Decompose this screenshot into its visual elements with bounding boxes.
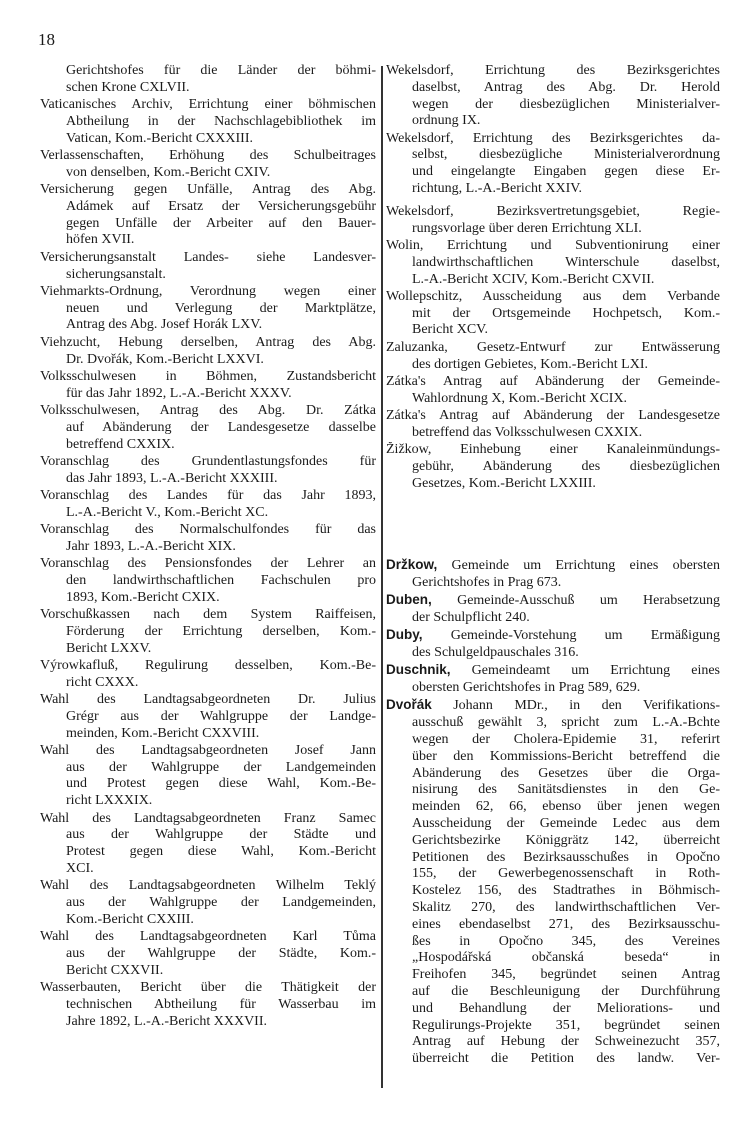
entry-line: Voranschlag des Landes für das Jahr 1893, xyxy=(40,487,376,503)
entry-line: Wahl des Landtagsabgeordneten Wilhelm Teklý xyxy=(40,878,376,894)
entry-text: Johann MDr., in den Verifikations- xyxy=(453,698,720,714)
entry-text: Gemeinde-Ausschuß um Herabsetzung xyxy=(457,593,720,609)
entry-line: Adámek auf Ersatz der Versicherungsgebühr xyxy=(66,198,376,214)
page-number: 18 xyxy=(38,30,55,49)
entry-line: Antrag des Abg. Josef Horák LXV. xyxy=(66,317,263,333)
entry-line: Versicherung gegen Unfälle, Antrag des Abg. xyxy=(40,182,376,198)
entry-line: daselbst, Antrag des Abg. Dr. Herold xyxy=(412,79,720,95)
entry-line: obersten Gerichtshofes in Prag 589, 629. xyxy=(412,680,641,696)
entry-line: Skalitz 270, des landwirthschaftlichen Ver- xyxy=(412,899,720,915)
entry-line: Versicherungsanstalt Landes- siehe Landesver- xyxy=(40,249,376,265)
entry-line: auf Abänderung der Landesgesetze dasselbe xyxy=(66,419,376,435)
index-entry xyxy=(40,250,376,284)
entry-line: Wollepschitz, Ausscheidung aus dem Verbande xyxy=(386,288,720,304)
entry-line: Gerichtsbezirke Königgrätz 142, überreicht xyxy=(412,832,720,848)
entry-line: Zátka's Antrag auf Abänderung der Gemeinde- xyxy=(386,373,720,389)
index-entry xyxy=(386,627,720,662)
index-entry xyxy=(386,289,720,339)
entry-line: rungsvorlage über deren Errichtung XLI. xyxy=(412,220,642,236)
entry-line: Wahl des Landtagsabgeordneten Karl Tůma xyxy=(40,929,376,945)
entry-line: Abtheilung in der Nachschlagebibliothek im xyxy=(66,113,376,129)
entry-line: Vorschußkassen nach dem System Raiffeisen, xyxy=(40,607,376,622)
entry-headword: Duschnik, xyxy=(386,662,451,678)
entry-line: des Schulgeldpauschales 316. xyxy=(412,644,579,660)
entry-line: wegen der Cholera-Epidemie 31, referirt xyxy=(412,731,720,747)
index-entry xyxy=(40,182,376,249)
index-entry xyxy=(40,403,376,453)
entry-headword: Držkow, xyxy=(386,557,438,572)
entry-line: ordnung IX. xyxy=(412,113,481,129)
index-entry xyxy=(40,335,376,369)
entry-line: Zátka's Antrag auf Abänderung der Landesgesetze xyxy=(386,407,720,423)
entry-line: und eingelangte Eingaben gegen diese Er- xyxy=(412,164,720,180)
entry-line: auf die Beschleunigung der Durchführung xyxy=(412,983,720,999)
entry-text: Gemeinde um Errichtung eines obersten xyxy=(451,558,720,573)
entry-line: richt CXXX. xyxy=(66,674,139,690)
entry-line: sicherungsanstalt. xyxy=(66,266,166,282)
entry-line: Ausscheidung der Gemeinde Ledec aus dem xyxy=(412,815,720,831)
entry-line: Volksschulwesen in Böhmen, Zustandsbericht xyxy=(40,368,376,384)
entry-line: Gerichtshofes für die Länder der böhmi- xyxy=(66,63,376,78)
entry-line: Volksschulwesen, Antrag des Abg. Dr. Zátka xyxy=(40,402,376,418)
entry-line: Výrowkafluß, Regulirung desselben, Kom.-Be- xyxy=(40,657,376,673)
entry-line: für das Jahr 1892, L.-A.-Bericht XXXV. xyxy=(66,385,292,401)
entry-line: nisirung des Sanitätsdienstes in den Ge- xyxy=(412,782,720,798)
index-entry xyxy=(40,284,376,334)
entry-line: 155, der Gewerbegenossenschaft in Roth- xyxy=(412,866,720,882)
entry-line: landwirthschaftlichen Winterschule daselbst, xyxy=(412,254,720,270)
entry-line: höfen XVII. xyxy=(66,232,135,248)
entry-line: technischen Abtheilung für Wasserbau im xyxy=(66,996,376,1012)
entry-line: aus der Wahlgruppe der Landgemeinden, xyxy=(66,895,376,911)
entry-line: Voranschlag des Normalschulfondes für das xyxy=(40,522,376,538)
entry-line: Wahl des Landtagsabgeordneten Dr. Julius xyxy=(40,691,376,707)
entry-line: Wekelsdorf, Bezirksvertretungsgebiet, Regie- xyxy=(386,203,720,219)
entry-line: Žižkow, Einhebung einer Kanaleinmündungs- xyxy=(386,442,720,458)
entry-line: Voranschlag des Pensionsfondes der Lehrer an xyxy=(40,556,376,572)
entry-line: Bericht CXXVII. xyxy=(66,962,164,978)
entry-line: „Hospodářská občanská beseda“ in xyxy=(412,950,720,966)
entry-headword: Duby, xyxy=(386,627,423,643)
entry-line: den landwirthschaftlichen Fachschulen pro xyxy=(66,572,376,588)
index-entry xyxy=(386,340,720,374)
entry-line: Wolin, Errichtung und Subventionirung einer xyxy=(386,237,720,253)
entry-line: Wahl des Landtagsabgeordneten Franz Samec xyxy=(40,810,376,826)
entry-line xyxy=(386,592,720,610)
right-column-index xyxy=(386,63,720,493)
entry-line: des dortigen Gebietes, Kom.-Bericht LXI. xyxy=(412,356,648,372)
entry-line: ausschuß gewählt 3, spricht zum L.-A.-Bchte xyxy=(412,715,720,731)
entry-line: von denselben, Kom.-Bericht CXIV. xyxy=(66,164,271,180)
entry-text: Gemeindeamt um Errichtung eines xyxy=(471,663,720,679)
entry-line: Dr. Dvořák, Kom.-Bericht LXXVI. xyxy=(66,351,264,367)
entry-line: aus der Wahlgruppe der Städte, Kom.- xyxy=(66,945,376,961)
index-entry xyxy=(40,488,376,522)
entry-line: meinden, Kom.-Bericht CXXVIII. xyxy=(66,725,260,741)
entry-line: selbst, diesbezügliche Ministerialverordnung xyxy=(412,147,720,163)
entry-line: Wekelsdorf, Errichtung des Bezirksgerichtes da- xyxy=(386,130,720,146)
index-entry xyxy=(40,97,376,147)
entry-line: und Behandlung der Meliorations- und xyxy=(412,1000,720,1016)
entry-line: Freihofen 345, begründet seinen Antrag xyxy=(412,967,720,983)
index-entry xyxy=(386,238,720,288)
entry-line: richt LXXXIX. xyxy=(66,793,153,809)
entry-line xyxy=(386,662,720,680)
entry-line: betreffend CXXIX. xyxy=(66,436,175,452)
index-entry xyxy=(386,63,720,130)
index-entry xyxy=(386,442,720,492)
entry-line: Protest gegen diese Wahl, Kom.-Bericht xyxy=(66,844,376,860)
entry-line: und Protest gegen diese Wahl, Kom.-Be- xyxy=(66,776,376,792)
entry-line: Wekelsdorf, Errichtung des Bezirksgerichtes xyxy=(386,63,720,78)
entry-line: Wasserbauten, Bericht über die Thätigkeit der xyxy=(40,980,376,996)
entry-line: 1893, Kom.-Bericht CXIX. xyxy=(66,589,220,605)
column-divider xyxy=(381,66,383,1088)
index-entry xyxy=(386,204,720,238)
entry-line: Vaticanisches Archiv, Errichtung einer böhmischen xyxy=(40,97,376,113)
left-column xyxy=(40,63,376,1031)
entry-line: Verlassenschaften, Erhöhung des Schulbeitrages xyxy=(40,147,376,163)
entry-line: Gesetzes, Kom.-Bericht LXXIII. xyxy=(412,475,596,491)
entry-line: Zaluzanka, Gesetz-Entwurf zur Entwässerung xyxy=(386,339,720,355)
entry-line: Wahlordnung X, Kom.-Bericht XCIX. xyxy=(412,390,628,406)
entry-line: mit der Ortsgemeinde Hochpetsch, Kom.- xyxy=(412,305,720,321)
entry-line: betreffend das Volksschulwesen CXXIX. xyxy=(412,424,643,440)
index-entry xyxy=(40,556,376,606)
index-entry xyxy=(40,63,376,97)
entry-line: Kom.-Bericht CXXIII. xyxy=(66,911,194,927)
entry-line: Kostelez 156, des Stadtrathes in Böhmisch- xyxy=(412,883,720,899)
index-entry xyxy=(386,662,720,697)
index-entry xyxy=(40,658,376,692)
entry-line xyxy=(386,697,720,715)
index-entry xyxy=(40,692,376,742)
entry-line: Petitionen des Bezirksausschußes in Opočno xyxy=(412,849,720,865)
entry-line: ßes in Opočno 345, des Vereines xyxy=(412,933,720,949)
entry-line: aus der Wahlgruppe der Landgemeinden xyxy=(66,759,376,775)
entry-line: meinden 62, 66, ebenso über jenen wegen xyxy=(412,799,720,815)
entry-line: Wahl des Landtagsabgeordneten Josef Jann xyxy=(40,742,376,758)
index-entry xyxy=(40,811,376,878)
entry-line: Grégr aus der Wahlgruppe der Landge- xyxy=(66,708,376,724)
entry-line: Förderung der Errichtung derselben, Kom.- xyxy=(66,623,376,639)
index-entry xyxy=(386,592,720,627)
index-entry xyxy=(386,408,720,442)
entry-line: Voranschlag des Grundentlastungsfondes für xyxy=(40,453,376,469)
entry-line: L.-A.-Bericht V., Kom.-Bericht XC. xyxy=(66,504,269,520)
entry-line: Bericht LXXV. xyxy=(66,640,152,656)
entry-line: überreicht die Petition des landw. Ver- xyxy=(412,1051,720,1067)
entry-headword: Duben, xyxy=(386,592,432,608)
entry-line: Viehzucht, Hebung derselben, Antrag des Abg. xyxy=(40,334,376,350)
entry-line: der Schulpflicht 240. xyxy=(412,609,530,625)
index-entry xyxy=(40,929,376,979)
entry-headword: Dvořák xyxy=(386,697,432,713)
entry-line: Abänderung des Gesetzes über die Orga- xyxy=(412,765,720,781)
entry-line: Vatican, Kom.-Bericht CXXXIII. xyxy=(66,130,254,146)
entry-line: das Jahr 1893, L.-A.-Bericht XXXIII. xyxy=(66,470,278,486)
index-entry xyxy=(40,369,376,403)
entry-line: Viehmarkts-Ordnung, Verordnung wegen einer xyxy=(40,283,376,299)
index-entry xyxy=(40,743,376,810)
index-entry xyxy=(386,557,720,592)
entry-line: Jahre 1892, L.-A.-Bericht XXXVII. xyxy=(66,1013,267,1029)
index-entry xyxy=(386,374,720,408)
index-entry xyxy=(40,607,376,657)
entry-line: L.-A.-Bericht XCIV, Kom.-Bericht CXVII. xyxy=(412,271,655,287)
index-entry xyxy=(386,131,720,198)
entry-line: schen Krone CXLVII. xyxy=(66,79,190,95)
right-column-speakers xyxy=(386,557,720,1068)
entry-line: eines ebendaselbst 271, des Bezirksausschu- xyxy=(412,916,720,932)
index-entry xyxy=(40,148,376,182)
entry-line: gegen Unfälle der Arbeiter auf den Bauer- xyxy=(66,215,376,231)
entry-line: über den Kommissions-Bericht betreffend die xyxy=(412,748,720,764)
entry-line: Antrag auf Hebung der Schweinezucht 357, xyxy=(412,1034,720,1050)
entry-line xyxy=(386,627,720,645)
index-entry xyxy=(40,454,376,488)
entry-line: XCI. xyxy=(66,860,94,876)
index-entry xyxy=(40,522,376,556)
index-entry xyxy=(386,697,720,1068)
entry-line: richtung, L.-A.-Bericht XXIV. xyxy=(412,181,583,197)
entry-line: Gerichtshofes in Prag 673. xyxy=(412,574,562,590)
entry-line: neuen und Verlegung der Marktplätze, xyxy=(66,300,376,316)
entry-line: wegen der diesbezüglichen Ministerialver- xyxy=(412,96,720,112)
entry-line: gebühr, Abänderung des diesbezüglichen xyxy=(412,458,720,474)
entry-line: Bericht XCV. xyxy=(412,322,488,338)
entry-line: Regulirungs-Projekte 351, begründet seinen xyxy=(412,1017,720,1033)
entry-line: Jahr 1893, L.-A.-Bericht XIX. xyxy=(66,538,236,554)
index-entry xyxy=(40,878,376,928)
entry-line: aus der Wahlgruppe der Städte und xyxy=(66,827,376,843)
entry-line xyxy=(386,557,720,575)
index-entry xyxy=(40,980,376,1030)
entry-text: Gemeinde-Vorstehung um Ermäßigung xyxy=(450,628,720,644)
